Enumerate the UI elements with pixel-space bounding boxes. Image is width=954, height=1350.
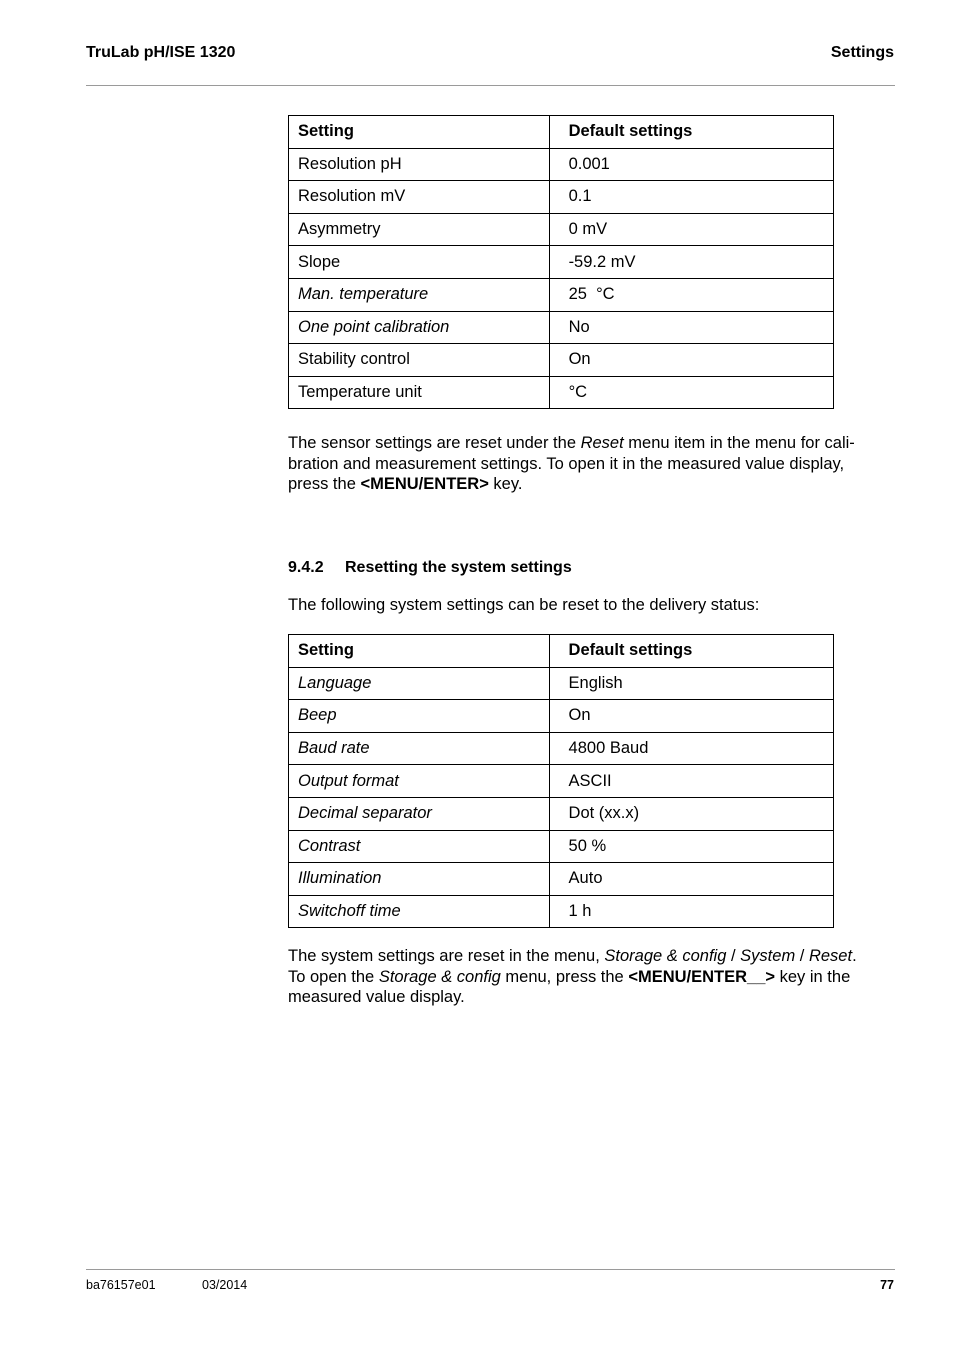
- table-row: [289, 830, 834, 863]
- column-header-default: Default settings: [549, 116, 833, 149]
- menu-system: System: [740, 947, 796, 965]
- text-run: press the: [288, 475, 361, 494]
- text-run: menu, press the: [500, 967, 629, 986]
- paragraph-line: [288, 433, 898, 454]
- footer-divider: [86, 1269, 895, 1270]
- table-row: [289, 246, 834, 279]
- setting-name: Illumination: [289, 863, 550, 896]
- setting-value: Auto: [549, 863, 833, 896]
- system-settings-table: [288, 634, 834, 928]
- setting-value: °C: [549, 376, 833, 409]
- setting-name: Resolution pH: [289, 148, 550, 181]
- header-product-name: TruLab pH/ISE 1320: [86, 44, 236, 61]
- setting-value: -59.2 mV: [549, 246, 833, 279]
- menu-reset: Reset: [808, 947, 853, 965]
- key-menu-enter: <MENU/ENTER>: [360, 475, 489, 494]
- setting-value: ASCII: [549, 765, 833, 798]
- setting-value: No: [549, 311, 833, 344]
- table-row: [289, 311, 834, 344]
- page-header: [86, 44, 894, 64]
- system-reset-paragraph: [288, 946, 898, 1008]
- setting-name: Decimal separator: [289, 797, 550, 830]
- table-row: [289, 797, 834, 830]
- text-run: key.: [488, 475, 523, 494]
- setting-name: Output format: [289, 765, 550, 798]
- key-menu-enter: <MENU/ENTER__>: [628, 967, 776, 986]
- table-row: [289, 765, 834, 798]
- text-run: /: [726, 947, 741, 965]
- page-number: 77: [880, 1278, 894, 1292]
- table-row: [289, 895, 834, 928]
- setting-name: Beep: [289, 700, 550, 733]
- table-row: [289, 213, 834, 246]
- text-run: The system settings are reset in the menu,: [288, 947, 605, 965]
- setting-value: Dot (xx.x): [549, 797, 833, 830]
- menu-storage-config: Storage & config: [378, 967, 501, 986]
- table-header-row: [289, 116, 834, 149]
- setting-name: Resolution mV: [289, 181, 550, 214]
- table-header-row: [289, 635, 834, 668]
- table-row: [289, 278, 834, 311]
- text-run: To open the: [288, 967, 379, 986]
- setting-name: Stability control: [289, 344, 550, 377]
- table-row: [289, 148, 834, 181]
- text-run: .: [852, 947, 857, 965]
- setting-name: Man. temperature: [289, 278, 550, 311]
- setting-value: 50 %: [549, 830, 833, 863]
- setting-name: Baud rate: [289, 732, 550, 765]
- text-run: /: [795, 947, 809, 965]
- table-row: [289, 667, 834, 700]
- column-header-default: Default settings: [549, 635, 833, 668]
- setting-value: 0.001: [549, 148, 833, 181]
- column-header-setting: Setting: [289, 635, 550, 668]
- setting-value: 1 h: [549, 895, 833, 928]
- paragraph-line: bration and measurement settings. To open it in the measured value display,: [288, 454, 845, 473]
- setting-name: Temperature unit: [289, 376, 550, 409]
- table-row: [289, 732, 834, 765]
- sensor-settings-table: [288, 115, 834, 409]
- document-date: 03/2014: [202, 1278, 248, 1292]
- text-run: menu item in the menu for cali-: [623, 434, 855, 452]
- setting-value: 0.1: [549, 181, 833, 214]
- table-row: [289, 863, 834, 896]
- header-divider: [86, 85, 895, 86]
- document-number: ba76157e01: [86, 1278, 156, 1292]
- setting-value: 4800 Baud: [549, 732, 833, 765]
- setting-name: Language: [289, 667, 550, 700]
- setting-name: Slope: [289, 246, 550, 279]
- menu-item-reset: Reset: [580, 434, 624, 452]
- table-row: [289, 181, 834, 214]
- section-heading: [288, 559, 572, 577]
- text-run: key in the: [775, 967, 851, 986]
- setting-value: 0 mV: [549, 213, 833, 246]
- setting-name: Contrast: [289, 830, 550, 863]
- setting-value: 25 °C: [549, 278, 833, 311]
- section-title: Resetting the system settings: [345, 559, 572, 576]
- table-row: [289, 700, 834, 733]
- text-run: The sensor settings are reset under the: [288, 434, 581, 452]
- setting-value: On: [549, 700, 833, 733]
- paragraph-line: [288, 946, 898, 967]
- header-chapter-title: Settings: [830, 44, 894, 61]
- setting-name: Switchoff time: [289, 895, 550, 928]
- sensor-reset-paragraph: [288, 433, 898, 495]
- paragraph-line: measured value display.: [288, 988, 465, 1007]
- menu-storage-config: Storage & config: [604, 947, 727, 965]
- intro-paragraph: The following system settings can be reset to the delivery status:: [288, 596, 760, 614]
- section-number: 9.4.2: [288, 559, 324, 576]
- setting-value: On: [549, 344, 833, 377]
- paragraph-line: [288, 474, 898, 495]
- column-header-setting: Setting: [289, 116, 550, 149]
- table-row: [289, 344, 834, 377]
- table-row: [289, 376, 834, 409]
- paragraph-line: [288, 967, 898, 988]
- setting-value: English: [549, 667, 833, 700]
- setting-name: Asymmetry: [289, 213, 550, 246]
- setting-name: One point calibration: [289, 311, 550, 344]
